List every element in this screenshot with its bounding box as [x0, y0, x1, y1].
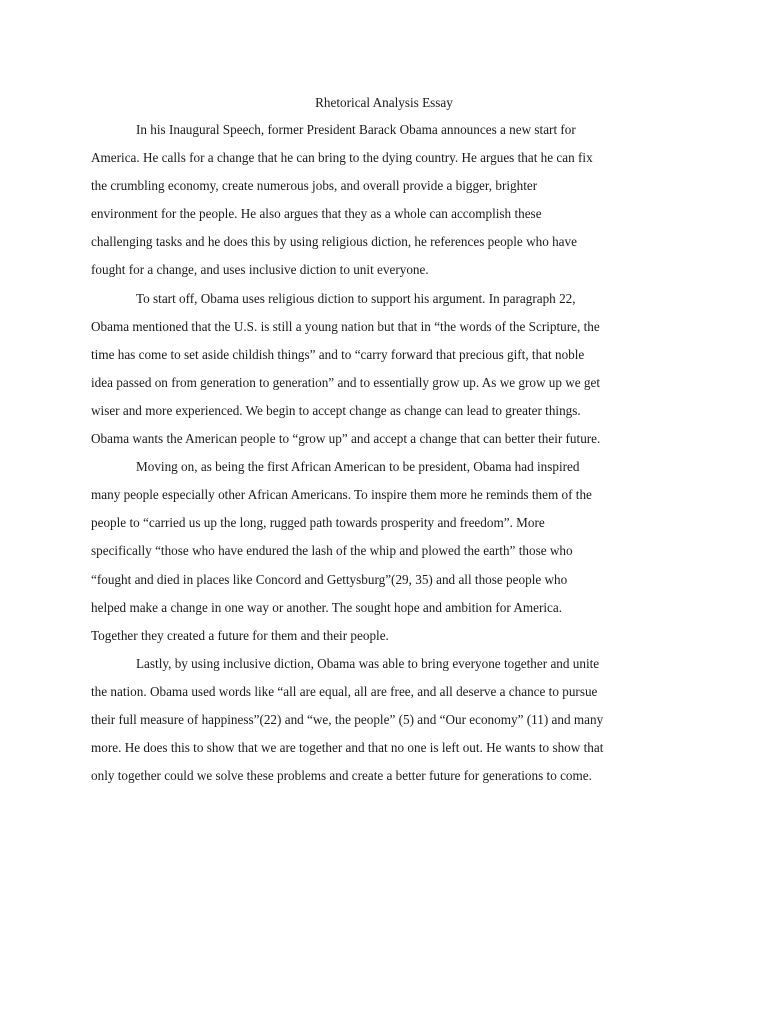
- text-line: Moving on, as being the first African American to be president, Obama had inspired: [136, 459, 580, 475]
- essay-title: Rhetorical Analysis Essay: [315, 95, 453, 110]
- text-line: many people especially other African Americans. To inspire them more he reminds them of the: [91, 487, 592, 503]
- text-line: Lastly, by using inclusive diction, Obama was able to bring everyone together and unite: [136, 655, 600, 671]
- text-line: the crumbling economy, create numerous jobs, and overall provide a bigger, brighter: [91, 178, 538, 194]
- paragraph-references: [91, 453, 677, 650]
- paragraph-introduction: [91, 116, 677, 285]
- text-line: “fought and died in places like Concord and Gettysburg”(29, 35) and all those people who: [91, 571, 568, 587]
- text-line: only together could we solve these problems and create a better future for generations to come.: [91, 768, 592, 784]
- text-line: Together they created a future for them and their people.: [91, 627, 389, 643]
- paragraph-religious-diction: [91, 285, 677, 454]
- essay-body: [91, 90, 677, 790]
- text-line: helped make a change in one way or another. The sought hope and ambition for America.: [91, 599, 563, 615]
- text-line: their full measure of happiness”(22) and “we, the people” (5) and “Our economy” (11) and many: [91, 711, 604, 727]
- text-line: challenging tasks and he does this by using religious diction, he references people who have: [91, 234, 577, 250]
- text-line: To start off, Obama uses religious diction to support his argument. In paragraph 22,: [136, 290, 576, 306]
- text-line: the nation. Obama used words like “all are equal, all are free, and all deserve a chance to pursue: [91, 683, 598, 699]
- text-line: Obama wants the American people to “grow up” and accept a change that can better their future.: [91, 431, 601, 447]
- text-line: idea passed on from generation to generation” and to essentially grow up. As we grow up we get: [91, 374, 601, 390]
- text-line: Obama mentioned that the U.S. is still a young nation but that in “the words of the Scripture, the: [91, 318, 600, 334]
- text-line: more. He does this to show that we are together and that no one is left out. He wants to show that: [91, 740, 604, 756]
- text-line: specifically “those who have endured the lash of the whip and plowed the earth” those who: [91, 543, 573, 559]
- text-line: America. He calls for a change that he can bring to the dying country. He argues that he can fix: [91, 150, 593, 166]
- text-line: environment for the people. He also argues that they as a whole can accomplish these: [91, 206, 542, 222]
- text-line: people to “carried us up the long, rugged path towards prosperity and freedom”. More: [91, 515, 545, 531]
- text-line: fought for a change, and uses inclusive diction to unit everyone.: [91, 262, 429, 278]
- text-line: wiser and more experienced. We begin to accept change as change can lead to greater things.: [91, 402, 581, 418]
- paragraph-inclusive-diction: [91, 650, 677, 790]
- text-line: In his Inaugural Speech, former President Barack Obama announces a new start for: [136, 122, 576, 137]
- text-line: time has come to set aside childish things” and to “carry forward that precious gift, that noble: [91, 346, 585, 362]
